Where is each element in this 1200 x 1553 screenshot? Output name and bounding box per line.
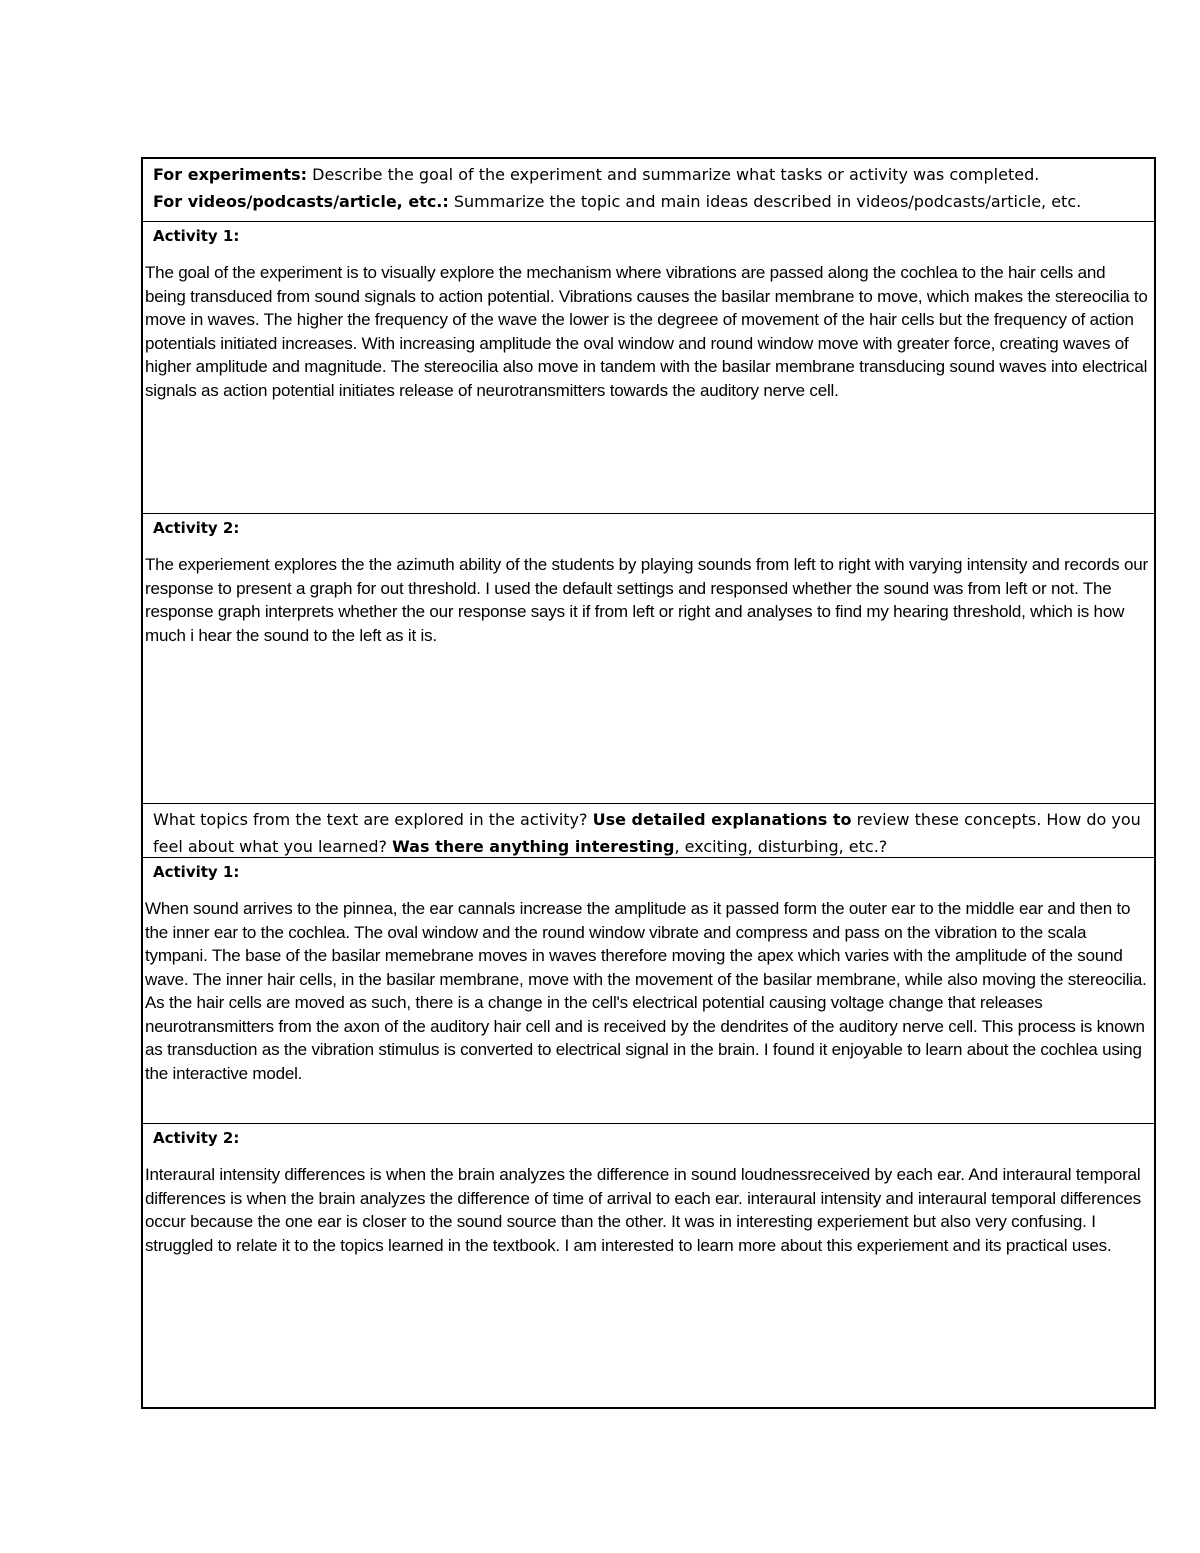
instruction-experiments xyxy=(153,161,1146,188)
section1-instructions xyxy=(143,159,1154,222)
worksheet-table xyxy=(141,157,1156,1409)
question-text: What topics from the text are explored in the activity? xyxy=(153,810,593,829)
instruction-experiments-text: Describe the goal of the experiment and summarize what tasks or activity was completed. xyxy=(307,165,1040,184)
question-text: , exciting, disturbing, etc.? xyxy=(674,837,888,856)
instruction-videos xyxy=(153,188,1146,215)
activity-response: The goal of the experiment is to visually explore the mechanism where vibrations are passed along the cochlea to the hair cells and being transduced from sound signals to action potential. Vibrations causes the basilar membrane to move, which makes the stereocilia to move in waves. The higher the frequency of the wave the lower is the degreee of movement of the hair cells but the frequency of action potentials initiated increases. With increasing amplitude the oval window and round window move with greater force, creating waves of higher amplitude and magnitude. The stereocilia also move in tandem with the basilar membrane transducing sound waves into electrical signals as action potential initiates release of neurotransmitters towards the auditory nerve cell. xyxy=(145,263,1148,400)
section1-activity1 xyxy=(143,222,1154,514)
question-bold-text: Use detailed explanations to xyxy=(592,810,852,829)
activity-title: Activity 1: xyxy=(153,863,240,881)
instruction-videos-text: Summarize the topic and main ideas described in videos/podcasts/article, etc. xyxy=(448,192,1082,211)
activity-response: Interaural intensity differences is when the brain analyzes the difference in sound loudnessreceived by each ear. And interaural temporal differences is when the brain analyzes the difference of time of arrival to each ear. interaural intensity and interaural temporal differences occur because the one ear is closer to the sound source than the other. It was in interesting experiement but also very confusing. I struggled to relate it to the topics learned in the textbook. I am interested to learn more about this experiement and its practical uses. xyxy=(145,1165,1141,1255)
activity-title: Activity 2: xyxy=(153,1129,240,1147)
section1-activity2 xyxy=(143,514,1154,804)
activity-response: When sound arrives to the pinnea, the ear cannals increase the amplitude as it passed form the outer ear to the middle ear and then to the inner ear to the cochlea. The oval window and the round window vibrate and compress and pass on the vibration to the scala tympani. The base of the basilar memebrane moves in waves therefore moving the apex which varies with the amplitude of the sound wave. The inner hair cells, in the basilar membrane, move with the movement of the basilar membrane, while also moving the stereocilia. As the hair cells are moved as such, there is a change in the cell's electrical potential causing voltage change that releases neurotransmitters from the axon of the auditory hair cell and is received by the dendrites of the auditory nerve cell. This process is known as transduction as the vibration stimulus is converted to electrical signal in the brain. I found it enjoyable to learn about the cochlea using the interactive model. xyxy=(145,899,1147,1083)
activity-response: The experiement explores the the azimuth ability of the students by playing sounds from left to right with varying intensity and records our response to present a graph for out threshold. I used the default settings and responsed whether the sound was from left or not. The response graph interprets whether the our response says it if from left or right and analyses to find my hearing threshold, which is how much i hear the sound to the left as it is. xyxy=(145,555,1148,645)
section2-activity1 xyxy=(143,858,1154,1124)
section2-activity2 xyxy=(143,1124,1154,1407)
question-text: review these concepts. How do you feel about what you learned? xyxy=(153,810,1141,856)
activity-title: Activity 2: xyxy=(153,519,240,537)
question-bold-text: Was there anything interesting xyxy=(392,837,675,856)
instruction-videos-label: For videos/podcasts/article, etc.: xyxy=(153,192,449,211)
activity-title: Activity 1: xyxy=(153,227,240,245)
instruction-experiments-label: For experiments: xyxy=(153,165,308,184)
section2-question xyxy=(143,804,1154,858)
